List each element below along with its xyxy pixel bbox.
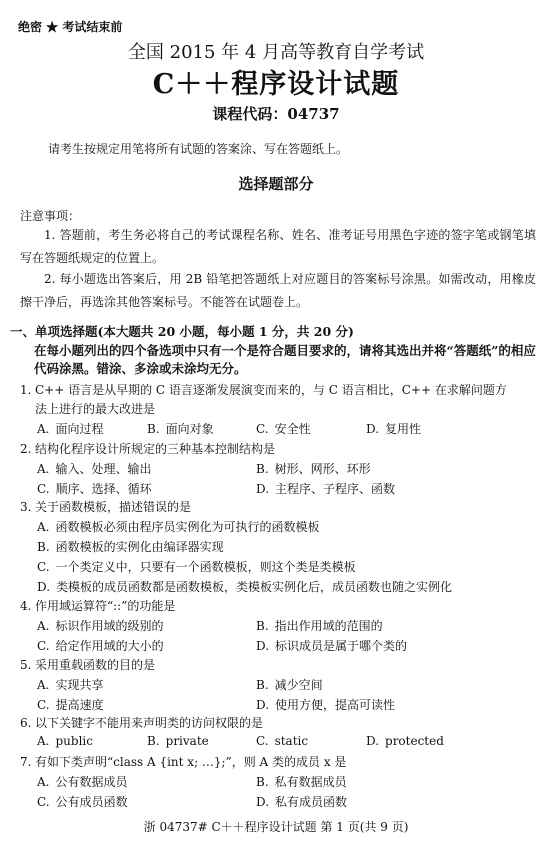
option-a[interactable] <box>37 460 152 477</box>
part-one-title: 一、单项选择题(本大题共 20 小题，每小题 1 分，共 20 分) <box>10 324 354 339</box>
stem-text-continued: 法上进行的最大改进是 <box>35 402 156 416</box>
option-text: 私有数据成员 <box>274 775 347 789</box>
option-letter: D. <box>256 795 270 809</box>
option-text: 标识作用域的级别的 <box>55 619 164 633</box>
option-text: 函数模板必须由程序员实例化为可执行的函数模板 <box>55 520 320 534</box>
option-text: public <box>55 734 93 748</box>
option-a[interactable] <box>37 773 128 790</box>
secret-mark: 绝密 ★ 考试结束前 <box>18 20 123 34</box>
paper-title: C＋＋程序设计试题 <box>152 69 400 100</box>
question-number: 2. <box>20 442 32 456</box>
option-letter: C. <box>37 482 50 496</box>
option-letter: C. <box>256 422 269 436</box>
option-letter: D. <box>366 422 380 436</box>
option-letter: A. <box>37 462 50 476</box>
question-stem <box>20 656 535 675</box>
stem-text: 结构化程序设计所规定的三种基本控制结构是 <box>35 442 276 456</box>
option-letter: A. <box>37 619 50 633</box>
option-text: 主程序、子程序、函数 <box>275 482 396 496</box>
question-stem <box>20 597 535 616</box>
option-d[interactable] <box>366 734 444 748</box>
option-text: 安全性 <box>274 422 311 436</box>
question-number: 6. <box>20 716 32 730</box>
question-stem <box>20 498 535 517</box>
section-heading: 选择题部分 <box>238 175 314 193</box>
option-letter: B. <box>256 462 269 476</box>
option-c[interactable] <box>37 558 356 575</box>
note-item: 1. 答题前，考生务必将自己的考试课程名称、姓名、准考证号用黑色字迹的签字笔或钢笔填写在答题纸规定的位置上。 <box>20 228 536 265</box>
option-a[interactable] <box>37 420 104 437</box>
option-letter: C. <box>37 795 50 809</box>
question-number: 1. <box>20 383 32 397</box>
stem-text: 作用域运算符“::”的功能是 <box>35 599 176 613</box>
question-number: 3. <box>20 500 32 514</box>
option-letter: B. <box>256 619 269 633</box>
option-text: 面向对象 <box>165 422 214 436</box>
option-c[interactable] <box>37 793 128 810</box>
option-text: 公有数据成员 <box>55 775 128 789</box>
option-text: 公有成员函数 <box>55 795 128 809</box>
option-text: 实现共享 <box>55 678 104 692</box>
option-letter: A. <box>37 734 50 748</box>
exam-name: 全国 2015 年 4 月高等教育自学考试 <box>127 42 425 63</box>
stem-text: 有如下类声明“class A {int x; …};”，则 A 类的成员 x 是 <box>35 755 347 769</box>
option-b[interactable] <box>256 773 347 790</box>
option-text: 私有成员函数 <box>275 795 348 809</box>
option-text: static <box>274 734 309 748</box>
option-letter: A. <box>37 775 50 789</box>
option-text: 减少空间 <box>274 678 323 692</box>
part-one-description: 在每小题列出的四个备选项中只有一个是符合题目要求的，请将其选出并将“答题纸”的相应代码涂黑。错涂、多涂或未涂均无分。 <box>34 343 536 376</box>
question-number: 4. <box>20 599 32 613</box>
option-text: 一个类定义中，只要有一个函数模板，则这个类是类模板 <box>55 560 356 574</box>
stem-text: 采用重载函数的目的是 <box>35 658 156 672</box>
option-text: 提高速度 <box>55 698 104 712</box>
option-letter: B. <box>147 422 160 436</box>
option-text: 函数模板的实例化由编译器实现 <box>55 540 224 554</box>
option-c[interactable] <box>37 480 152 497</box>
option-letter: C. <box>37 560 50 574</box>
stem-text: 关于函数模板，描述错误的是 <box>35 500 192 514</box>
option-text: 给定作用域的大小的 <box>55 639 164 653</box>
option-text: 类模板的成员函数都是函数模板，类模板实例化后，成员函数也随之实例化 <box>56 580 453 594</box>
option-letter: C. <box>37 698 50 712</box>
option-c[interactable] <box>37 637 164 654</box>
option-c[interactable] <box>256 734 308 748</box>
option-d[interactable] <box>256 696 395 713</box>
option-d[interactable] <box>366 420 421 437</box>
option-letter: C. <box>37 639 50 653</box>
option-letter: D. <box>256 698 270 712</box>
option-b[interactable] <box>37 538 224 555</box>
option-text: protected <box>385 734 444 748</box>
stem-text: C++ 语言是从早期的 C 语言逐渐发展演变而来的，与 C 语言相比，C++ 在求解问题方 <box>35 383 507 397</box>
option-text: 输入、处理、输出 <box>55 462 152 476</box>
option-letter: D. <box>256 639 270 653</box>
option-letter: D. <box>366 734 380 748</box>
option-text: 树形、网形、环形 <box>274 462 371 476</box>
option-text: 使用方便，提高可读性 <box>275 698 396 712</box>
question-number: 7. <box>20 755 32 769</box>
question-stem <box>20 440 535 459</box>
note-item: 2. 每小题选出答案后，用 2B 铅笔把答题纸上对应题目的答案标号涂黑。如需改动，用橡皮擦干净后，再选涂其他答案标号。不能答在试题卷上。 <box>20 272 536 309</box>
option-c[interactable] <box>37 696 104 713</box>
option-b[interactable] <box>147 420 214 437</box>
option-letter: A. <box>37 422 50 436</box>
option-letter: B. <box>37 540 50 554</box>
option-letter: A. <box>37 678 50 692</box>
option-b[interactable] <box>256 676 323 693</box>
option-c[interactable] <box>256 420 311 437</box>
option-d[interactable] <box>256 637 407 654</box>
question-stem <box>20 381 535 419</box>
stem-text: 以下关键字不能用来声明类的访问权限的是 <box>35 716 264 730</box>
option-letter: B. <box>256 775 269 789</box>
option-d[interactable] <box>256 480 395 497</box>
question-stem <box>20 753 535 772</box>
question-number: 5. <box>20 658 32 672</box>
option-text: private <box>165 734 209 748</box>
option-b[interactable] <box>147 734 209 748</box>
option-a[interactable] <box>37 518 320 535</box>
question-stem <box>20 714 535 733</box>
option-text: 顺序、选择、循环 <box>55 482 152 496</box>
option-text: 标识成员是属于哪个类的 <box>275 639 408 653</box>
option-letter: D. <box>37 580 51 594</box>
option-letter: D. <box>256 482 270 496</box>
option-letter: C. <box>256 734 269 748</box>
option-letter: B. <box>147 734 160 748</box>
option-text: 面向过程 <box>55 422 104 436</box>
option-letter: A. <box>37 520 50 534</box>
option-text: 指出作用域的范围的 <box>274 619 383 633</box>
option-a[interactable] <box>37 734 93 748</box>
option-d[interactable] <box>256 793 347 810</box>
option-b[interactable] <box>256 617 383 634</box>
option-a[interactable] <box>37 617 164 634</box>
course-code: 课程代码：04737 <box>212 105 340 123</box>
option-d[interactable] <box>37 578 452 595</box>
option-letter: B. <box>256 678 269 692</box>
option-a[interactable] <box>37 676 104 693</box>
notes-title: 注意事项： <box>20 209 81 223</box>
option-b[interactable] <box>256 460 371 477</box>
option-text: 复用性 <box>385 422 422 436</box>
page-footer: 浙 04737# C＋＋程序设计试题 第 1 页(共 9 页) <box>143 820 409 834</box>
general-instruction: 请考生按规定用笔将所有试题的答案涂、写在答题纸上。 <box>48 142 349 156</box>
